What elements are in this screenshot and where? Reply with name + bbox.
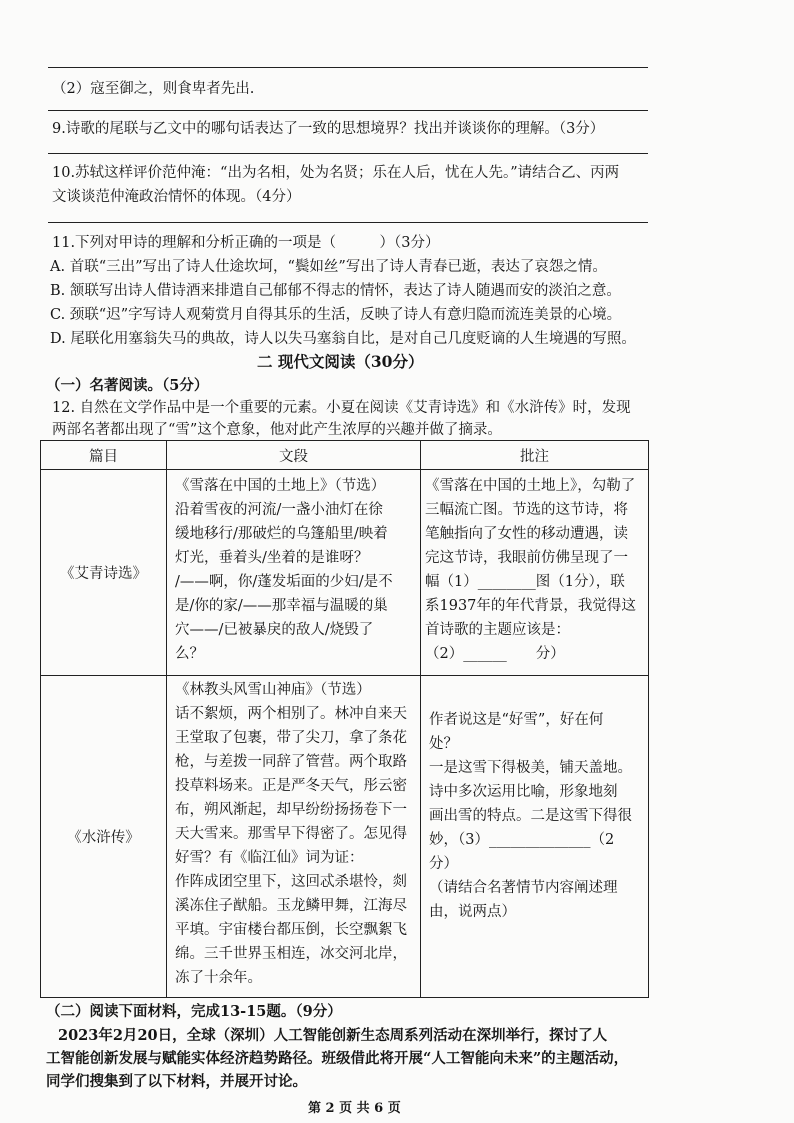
q11-option-d: D. 尾联化用塞翁失马的典故，诗人以失马塞翁自比，是对自己几度贬谪的人生境遇的写照。	[50, 331, 636, 347]
note-line: 一是这雪下得极美，铺天盖地。	[429, 760, 632, 776]
note-line: 完这节诗，我眼前仿佛呈现了一	[425, 550, 628, 566]
note-line: 分）	[429, 856, 458, 872]
passage-line: 么？	[175, 646, 204, 662]
note-line: 由，说两点）	[429, 904, 516, 920]
book-title: 《艾青诗选》	[60, 566, 147, 582]
passage-line: 灯光，垂着头/坐着的是谁呀？	[175, 550, 369, 566]
table-header-row	[41, 441, 649, 470]
passage-line: 作阵成团空里下，这回忒杀堪怜，剡	[175, 874, 407, 890]
note-line: 处？	[429, 736, 458, 752]
table-cell-passage	[167, 470, 421, 676]
table-cell-title	[41, 676, 167, 998]
material-line: 工智能创新发展与赋能实体经济趋势路径。班级借此将开展“人工智能向未来”的主题活动，	[46, 1050, 629, 1067]
note-line: 系1937年的年代背景，我觉得这	[425, 598, 636, 614]
table-cell-passage	[167, 676, 421, 998]
q8-item-2: （2）寇至御之，则食卑者先出.	[52, 81, 255, 97]
passage-line: 布，朔风渐起，却早纷纷扬扬卷下一	[175, 802, 407, 818]
question-10-line1: 10.苏轼这样评价范仲淹：“出为名相，处为名贤；乐在人后，忧在人先。”请结合乙、丙两	[52, 165, 620, 181]
table-row	[41, 470, 649, 676]
answer-line	[48, 67, 648, 68]
question-12-line1: 12. 自然在文学作品中是一个重要的元素。小夏在阅读《艾青诗选》和《水浒传》时，发现	[52, 400, 631, 416]
note-line: 画出雪的特点。二是这雪下得很	[429, 808, 632, 824]
passage-line: 溪冻住子猷船。玉龙鳞甲舞，江海尽	[175, 898, 407, 914]
fill-blank-1[interactable]: 幅（1）________图（1分），联	[425, 574, 625, 590]
section-title: 二 现代文阅读（30分）	[257, 352, 424, 371]
passage-line: 穴——/已被暴戾的敌人/烧毁了	[175, 622, 374, 638]
answer-line	[48, 110, 648, 111]
fill-blank-3[interactable]: 妙，（3）______________（2	[429, 832, 615, 848]
note-line: 三幅流亡图。节选的这节诗，将	[425, 502, 628, 518]
table-cell-title	[41, 470, 167, 676]
note-line: 作者说这是“好雪”，好在何	[429, 712, 604, 728]
table-row	[41, 676, 649, 998]
table-header: 文段	[167, 441, 421, 470]
answer-line	[48, 153, 648, 154]
excerpt-table	[40, 440, 649, 998]
note-line: （请结合名著情节内容阐述理	[429, 880, 618, 896]
passage-line: 是/你的家/——那幸福与温暖的巢	[175, 598, 388, 614]
passage-line: 枪，与差拨一同辞了管营。两个取路	[175, 754, 407, 770]
answer-line	[48, 222, 648, 223]
passage-line: 《雪落在中国的土地上》（节选）	[175, 478, 386, 494]
table-cell-note	[421, 470, 649, 676]
book-title: 《水浒传》	[67, 830, 140, 846]
q11-option-b: B. 颔联写出诗人借诗酒来排遣自己郁郁不得志的情怀，表达了诗人随遇而安的淡泊之意。	[50, 283, 621, 299]
passage-line: 投草料场来。正是严冬天气，彤云密	[175, 778, 407, 794]
question-9: 9.诗歌的尾联与乙文中的哪句话表达了一致的思想境界？找出并谈谈你的理解。（3分）	[52, 121, 605, 137]
passage-line: 好雪？有《临江仙》词为证：	[175, 850, 364, 866]
q11-option-a: A. 首联“三出”写出了诗人仕途坎坷，“鬓如丝”写出了诗人青春已逝，表达了哀怨之情。	[50, 259, 607, 275]
passage-line: 《林教头风雪山神庙》（节选）	[175, 682, 371, 698]
page-footer: 第 2 页 共 6 页	[308, 1101, 401, 1116]
q11-option-c: C. 颈联“迟”字写诗人观菊赏月自得其乐的生活，反映了诗人有意归隐而流连美景的心境。	[50, 307, 622, 323]
passage-line: 沿着雪夜的河流/一盏小油灯在徐	[175, 502, 383, 518]
part-title: （二）阅读下面材料，完成13-15题。（9分）	[46, 1003, 342, 1020]
table-header: 批注	[421, 441, 649, 470]
fill-blank-2[interactable]: （2）______ 分）	[425, 646, 565, 662]
passage-line: 缓地移行/那破烂的乌篷船里/映着	[175, 526, 388, 542]
note-line: 首诗歌的主题应该是：	[425, 622, 570, 638]
material-line: 同学们搜集到了以下材料，并展开讨论。	[46, 1073, 307, 1090]
passage-line: 天大雪来。那雪早下得密了。怎见得	[175, 826, 407, 842]
passage-line: 平填。宇宙楼台都压倒，长空飘絮飞	[175, 922, 407, 938]
question-11-stem: 11.下列对甲诗的理解和分析正确的一项是（ ）（3分）	[52, 235, 440, 251]
question-12-line2: 两部名著都出现了“雪”这个意象，他对此产生浓厚的兴趣并做了摘录。	[52, 422, 502, 438]
passage-line: /——啊，你/蓬发垢面的少妇/是不	[175, 574, 393, 590]
note-line: 《雪落在中国的土地上》，勾勒了	[425, 478, 636, 494]
passage-line: 王堂取了包裹，带了尖刀，拿了条花	[175, 730, 407, 746]
passage-line: 话不絮烦，两个相别了。林冲自来天	[175, 706, 407, 722]
table-cell-note	[421, 676, 649, 998]
table-header: 篇目	[41, 441, 167, 470]
passage-line: 冻了十余年。	[175, 970, 262, 986]
part-title: （一）名著阅读。（5分）	[46, 377, 209, 394]
passage-line: 绵。三千世界玉相连，冰交河北岸，	[175, 946, 407, 962]
note-line: 诗中多次运用比喻，形象地刻	[429, 784, 618, 800]
material-line: 2023年2月20日，全球（深圳）人工智能创新生态周系列活动在深圳举行，探讨了人	[58, 1027, 608, 1044]
note-line: 笔触指向了女性的移动遭遇，读	[425, 526, 628, 542]
question-10-line2: 文谈谈范仲淹政治情怀的体现。（4分）	[52, 189, 301, 205]
